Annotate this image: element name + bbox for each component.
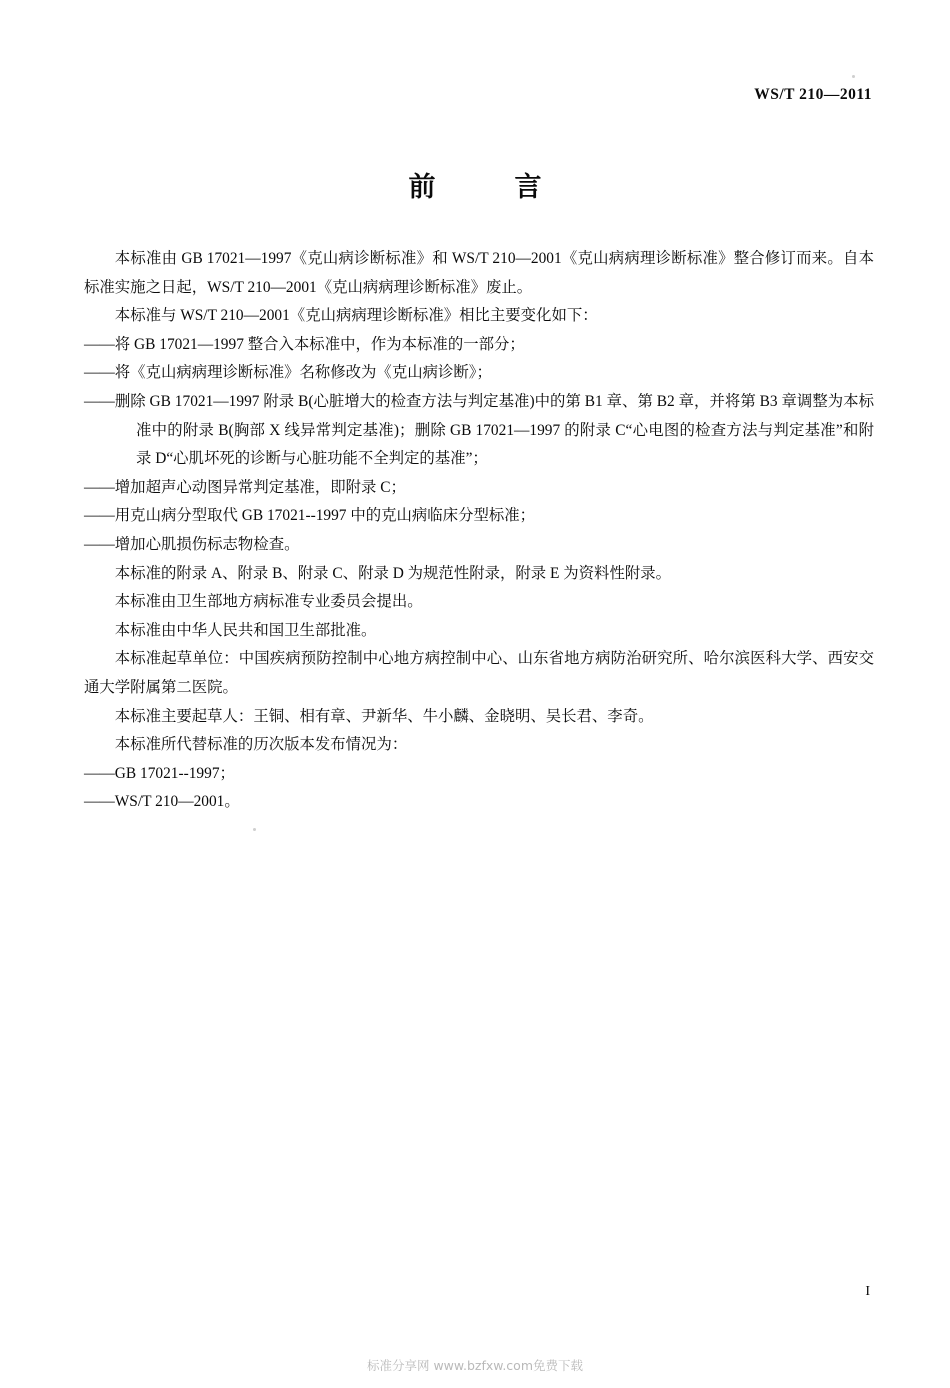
scan-speck bbox=[253, 828, 256, 831]
list-item bbox=[84, 502, 874, 531]
list-item bbox=[84, 760, 874, 789]
list-item bbox=[84, 531, 874, 560]
dash-marker: —— bbox=[84, 535, 115, 553]
dash-marker: —— bbox=[84, 392, 115, 410]
dash-marker: —— bbox=[84, 364, 115, 382]
paragraph: 本标准由中华人民共和国卫生部批准。 bbox=[114, 621, 377, 639]
list-item bbox=[84, 331, 874, 360]
dash-marker: —— bbox=[84, 764, 115, 782]
list-item-label: 增加心肌损伤标志物检查。 bbox=[114, 535, 300, 553]
paragraph: 本标准的附录 A、附录 B、附录 C、附录 D 为规范性附录，附录 E 为资料性附录。 bbox=[114, 564, 672, 582]
paragraph: 本标准起草单位：中国疾病预防控制中心地方病控制中心、山东省地方病防治研究所、哈尔滨医科大学、西安交通大学附属第二医院。 bbox=[84, 650, 874, 696]
dash-marker: —— bbox=[84, 507, 115, 525]
list-item-label: 将《克山病病理诊断标准》名称修改为《克山病诊断》； bbox=[114, 364, 492, 382]
paragraph: 本标准主要起草人：王铜、相有章、尹新华、牛小麟、金晓明、吴长君、李奇。 bbox=[114, 707, 654, 725]
foreword-body bbox=[84, 245, 874, 817]
paragraph: 本标准所代替标准的历次版本发布情况为： bbox=[114, 736, 408, 754]
dash-marker: —— bbox=[84, 478, 115, 496]
page-title: 前 言 bbox=[408, 172, 568, 203]
list-item bbox=[84, 388, 874, 474]
list-item-label: WS/T 210—2001。 bbox=[114, 793, 240, 811]
paragraph: 本标准由 GB 17021—1997《克山病诊断标准》和 WS/T 210—2001《克山病病理诊断标准》整合修订而来。自本标准实施之日起，WS/T 210—2001《克山病病理诊断标准》废止。 bbox=[84, 250, 874, 296]
page-number: I bbox=[865, 1284, 870, 1299]
list-item-label: 增加超声心动图异常判定基准，即附录 C； bbox=[114, 478, 406, 496]
list-item-label: 用克山病分型取代 GB 17021--1997 中的克山病临床分型标准； bbox=[114, 507, 536, 525]
paragraph: 本标准与 WS/T 210—2001《克山病病理诊断标准》相比主要变化如下： bbox=[114, 307, 598, 325]
footer-watermark: 标准分享网 www.bzfxw.com免费下载 bbox=[366, 1358, 583, 1373]
dash-marker: —— bbox=[84, 335, 115, 353]
list-item-label: GB 17021--1997； bbox=[114, 764, 235, 782]
scan-speck bbox=[852, 75, 855, 78]
dash-marker: —— bbox=[84, 793, 115, 811]
list-item bbox=[84, 359, 874, 388]
list-item bbox=[84, 788, 874, 817]
list-item bbox=[84, 474, 874, 503]
header-standard-code: WS/T 210—2011 bbox=[754, 86, 872, 103]
list-item-label: 删除 GB 17021—1997 附录 B(心脏增大的检查方法与判定基准)中的第 B1 章、第 B2 章，并将第 B3 章调整为本标准中的附录 B(胸部 X 线异常判定基准)；删除 GB 17021—1997 的附录 C“心电图的检查方法与判定基准”和附录 D“心肌坏死的诊断与心脏功能不全判定的基准”； bbox=[114, 392, 874, 468]
paragraph: 本标准由卫生部地方病标准专业委员会提出。 bbox=[114, 593, 423, 611]
list-item-label: 将 GB 17021—1997 整合入本标准中，作为本标准的一部分； bbox=[114, 335, 525, 353]
